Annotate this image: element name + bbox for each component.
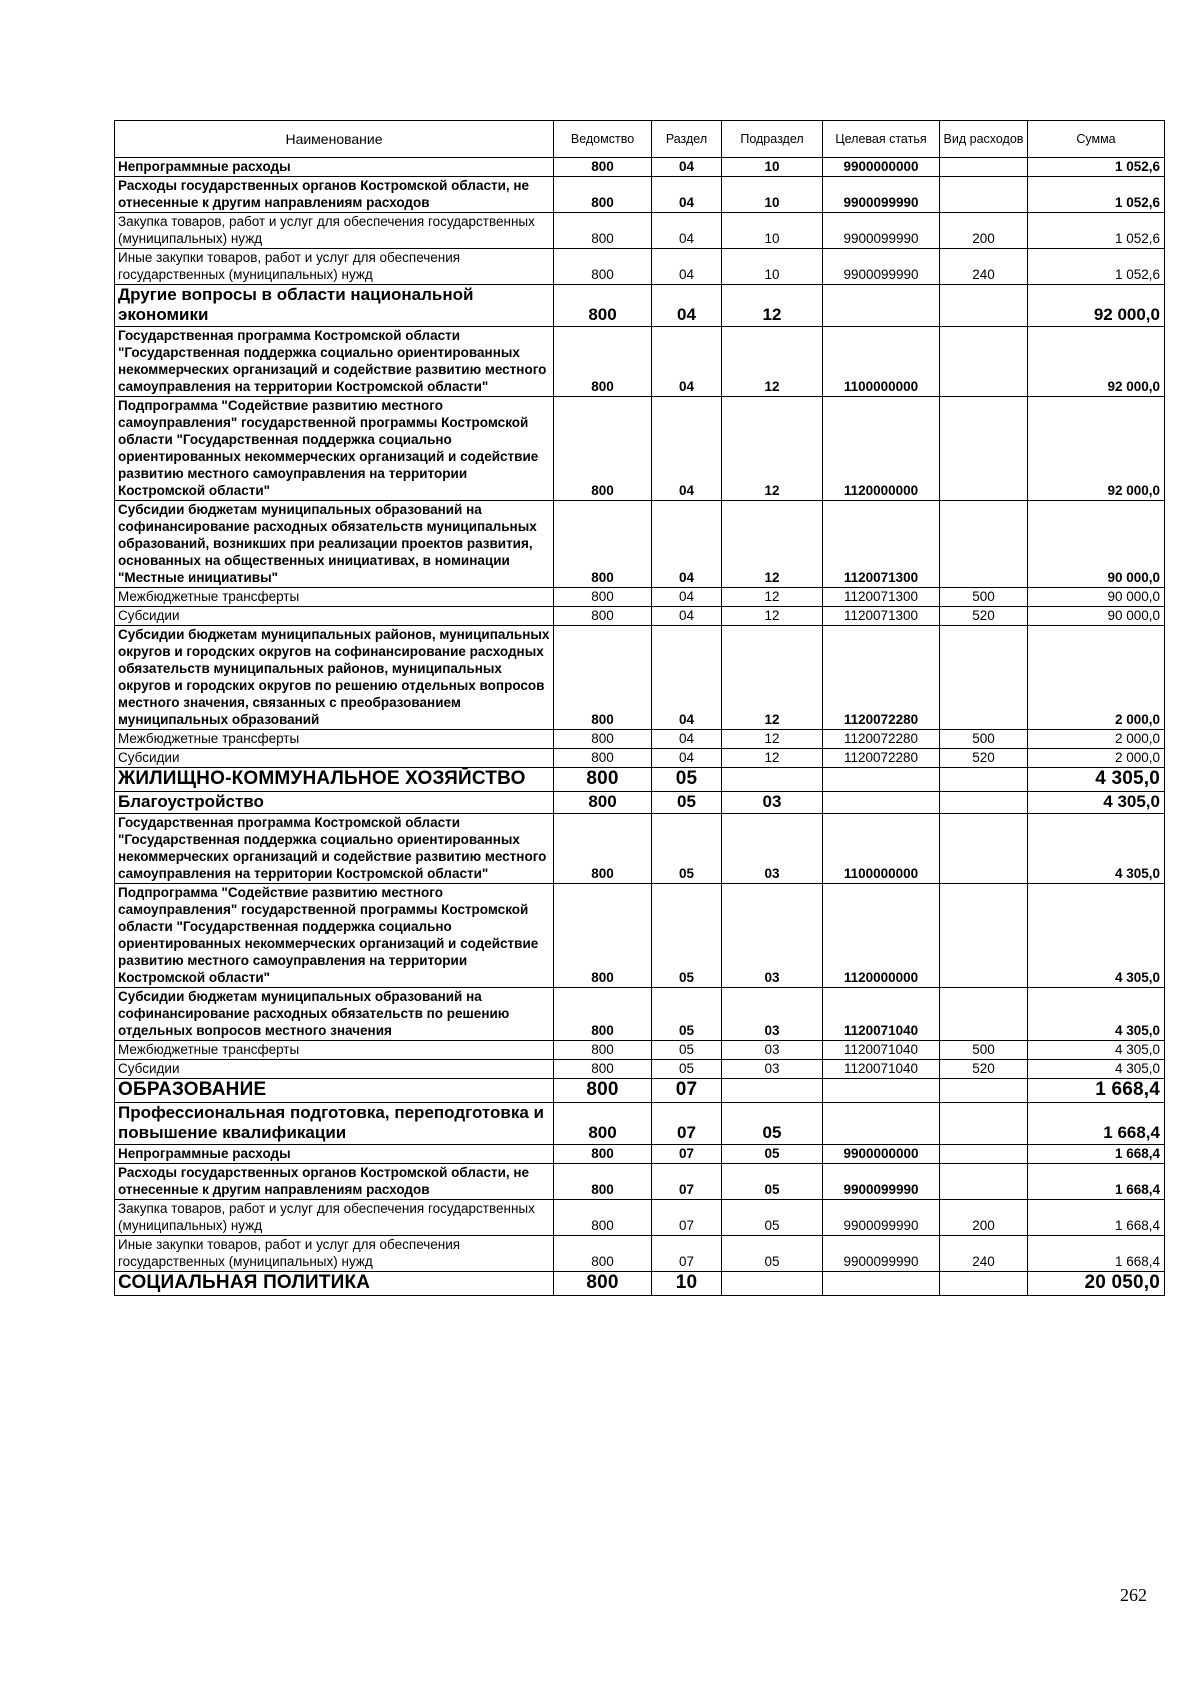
- cell-subsection: 03: [722, 1060, 823, 1079]
- cell-section: 07: [652, 1079, 722, 1103]
- cell-section: 04: [652, 730, 722, 749]
- cell-dept: 800: [554, 749, 652, 768]
- cell-subsection: 05: [722, 1236, 823, 1272]
- table-row: [115, 1103, 1165, 1145]
- cell-name: Субсидии: [115, 1060, 554, 1079]
- table-row: [115, 588, 1165, 607]
- cell-target: [823, 285, 940, 327]
- cell-subsection: 12: [722, 730, 823, 749]
- table-row: [115, 988, 1165, 1041]
- cell-sum: 92 000,0: [1028, 397, 1165, 501]
- cell-exptype: [940, 158, 1028, 177]
- cell-name: Субсидии бюджетам муниципальных районов, муниципальных округов и городских округов на софинансирование расходных обязательств муниципальных районов, муниципальных округов и городских округов по решению отдельных вопросов местного значения, связанных с преобразованием муниципальных образований: [115, 626, 554, 730]
- cell-name: Профессиональная подготовка, переподготовка и повышение квалификации: [115, 1103, 554, 1145]
- cell-section: 04: [652, 213, 722, 249]
- cell-target: 9900099990: [823, 1200, 940, 1236]
- cell-target: 1120000000: [823, 397, 940, 501]
- table-row: [115, 213, 1165, 249]
- cell-dept: 800: [554, 501, 652, 588]
- cell-exptype: [940, 327, 1028, 397]
- cell-name: Подпрограмма "Содействие развитию местного самоуправления" государственной программы Костромской области "Государственная поддержка социально ориентированных некоммерческих организаций и содействие развитию местного самоуправления на территории Костромской области": [115, 884, 554, 988]
- cell-subsection: 12: [722, 327, 823, 397]
- cell-name: Закупка товаров, работ и услуг для обеспечения государственных (муниципальных) нужд: [115, 213, 554, 249]
- cell-dept: 800: [554, 1164, 652, 1200]
- cell-subsection: 12: [722, 501, 823, 588]
- cell-exptype: 520: [940, 749, 1028, 768]
- cell-section: 04: [652, 177, 722, 213]
- cell-sum: 4 305,0: [1028, 988, 1165, 1041]
- cell-section: 05: [652, 814, 722, 884]
- cell-dept: 800: [554, 1236, 652, 1272]
- cell-exptype: 240: [940, 249, 1028, 285]
- cell-target: 1120071040: [823, 1041, 940, 1060]
- cell-sum: 1 668,4: [1028, 1145, 1165, 1164]
- cell-name: Подпрограмма "Содействие развитию местного самоуправления" государственной программы Костромской области "Государственная поддержка социально ориентированных некоммерческих организаций и содействие развитию местного самоуправления на территории Костромской области": [115, 397, 554, 501]
- cell-dept: 800: [554, 768, 652, 792]
- cell-subsection: 12: [722, 397, 823, 501]
- cell-name: Закупка товаров, работ и услуг для обеспечения государственных (муниципальных) нужд: [115, 1200, 554, 1236]
- cell-section: 05: [652, 1060, 722, 1079]
- table-row: [115, 285, 1165, 327]
- cell-dept: 800: [554, 158, 652, 177]
- cell-dept: 800: [554, 213, 652, 249]
- cell-sum: 1 668,4: [1028, 1103, 1165, 1145]
- cell-target: 1120071300: [823, 607, 940, 626]
- cell-target: 1120071040: [823, 988, 940, 1041]
- cell-name: Субсидии бюджетам муниципальных образований на софинансирование расходных обязательств по решению отдельных вопросов местного значения: [115, 988, 554, 1041]
- cell-exptype: [940, 768, 1028, 792]
- cell-name: Иные закупки товаров, работ и услуг для обеспечения государственных (муниципальных) нужд: [115, 249, 554, 285]
- cell-exptype: 520: [940, 607, 1028, 626]
- cell-exptype: [940, 177, 1028, 213]
- cell-target: [823, 768, 940, 792]
- cell-subsection: 12: [722, 285, 823, 327]
- cell-name: Государственная программа Костромской области "Государственная поддержка социально ориентированных некоммерческих организаций и содействие развитию местного самоуправления на территории Костромской области": [115, 814, 554, 884]
- cell-name: Межбюджетные трансферты: [115, 588, 554, 607]
- header-name: Наименование: [115, 121, 554, 158]
- cell-target: [823, 1103, 940, 1145]
- cell-name: Другие вопросы в области национальной экономики: [115, 285, 554, 327]
- cell-sum: 4 305,0: [1028, 1060, 1165, 1079]
- cell-name: Субсидии: [115, 749, 554, 768]
- header-section: Раздел: [652, 121, 722, 158]
- cell-name: ОБРАЗОВАНИЕ: [115, 1079, 554, 1103]
- cell-subsection: 05: [722, 1145, 823, 1164]
- cell-dept: 800: [554, 792, 652, 814]
- cell-sum: 90 000,0: [1028, 588, 1165, 607]
- cell-sum: 92 000,0: [1028, 285, 1165, 327]
- cell-sum: 90 000,0: [1028, 607, 1165, 626]
- table-row: [115, 749, 1165, 768]
- cell-section: 05: [652, 1041, 722, 1060]
- cell-dept: 800: [554, 1060, 652, 1079]
- cell-section: 07: [652, 1145, 722, 1164]
- cell-subsection: 05: [722, 1103, 823, 1145]
- cell-exptype: [940, 1079, 1028, 1103]
- cell-target: 1120072280: [823, 730, 940, 749]
- cell-sum: 4 305,0: [1028, 814, 1165, 884]
- table-row: [115, 768, 1165, 792]
- cell-dept: 800: [554, 607, 652, 626]
- cell-sum: 1 668,4: [1028, 1200, 1165, 1236]
- cell-subsection: 12: [722, 626, 823, 730]
- cell-name: Непрограммные расходы: [115, 158, 554, 177]
- table-body: [115, 158, 1165, 1296]
- cell-dept: 800: [554, 1079, 652, 1103]
- cell-sum: 1 052,6: [1028, 213, 1165, 249]
- cell-sum: 1 052,6: [1028, 249, 1165, 285]
- cell-section: 05: [652, 988, 722, 1041]
- cell-target: 1100000000: [823, 814, 940, 884]
- cell-exptype: [940, 1145, 1028, 1164]
- cell-name: Расходы государственных органов Костромской области, не отнесенные к другим направлениям расходов: [115, 177, 554, 213]
- table-row: [115, 884, 1165, 988]
- cell-sum: 90 000,0: [1028, 501, 1165, 588]
- cell-sum: 1 668,4: [1028, 1079, 1165, 1103]
- cell-exptype: [940, 884, 1028, 988]
- cell-sum: 4 305,0: [1028, 1041, 1165, 1060]
- cell-section: 05: [652, 768, 722, 792]
- table-row: [115, 1041, 1165, 1060]
- cell-section: 04: [652, 285, 722, 327]
- cell-subsection: 10: [722, 213, 823, 249]
- header-dept: Ведомство: [554, 121, 652, 158]
- table-row: [115, 1236, 1165, 1272]
- cell-exptype: 500: [940, 588, 1028, 607]
- table-row: [115, 1200, 1165, 1236]
- cell-exptype: 200: [940, 1200, 1028, 1236]
- cell-exptype: 240: [940, 1236, 1028, 1272]
- cell-exptype: [940, 397, 1028, 501]
- cell-section: 05: [652, 884, 722, 988]
- cell-dept: 800: [554, 730, 652, 749]
- cell-name: Расходы государственных органов Костромской области, не отнесенные к другим направлениям расходов: [115, 1164, 554, 1200]
- cell-subsection: [722, 1079, 823, 1103]
- cell-subsection: 10: [722, 177, 823, 213]
- cell-target: 9900099990: [823, 213, 940, 249]
- cell-sum: 2 000,0: [1028, 730, 1165, 749]
- table-row: [115, 177, 1165, 213]
- header-subsection: Подраздел: [722, 121, 823, 158]
- cell-subsection: 03: [722, 814, 823, 884]
- budget-table: [114, 120, 1165, 1296]
- cell-dept: 800: [554, 814, 652, 884]
- cell-dept: 800: [554, 884, 652, 988]
- cell-subsection: 12: [722, 588, 823, 607]
- table-header-row: [115, 121, 1165, 158]
- cell-name: СОЦИАЛЬНАЯ ПОЛИТИКА: [115, 1272, 554, 1296]
- cell-sum: 1 668,4: [1028, 1236, 1165, 1272]
- cell-target: [823, 792, 940, 814]
- cell-section: 07: [652, 1103, 722, 1145]
- cell-target: 9900000000: [823, 1145, 940, 1164]
- cell-exptype: [940, 814, 1028, 884]
- header-sum: Сумма: [1028, 121, 1165, 158]
- table-row: [115, 249, 1165, 285]
- cell-section: 04: [652, 501, 722, 588]
- table-row: [115, 1272, 1165, 1296]
- table-row: [115, 1145, 1165, 1164]
- cell-target: 1120000000: [823, 884, 940, 988]
- cell-dept: 800: [554, 397, 652, 501]
- cell-sum: 4 305,0: [1028, 792, 1165, 814]
- table-row: [115, 1060, 1165, 1079]
- page-number: 262: [1120, 1585, 1147, 1605]
- cell-exptype: 520: [940, 1060, 1028, 1079]
- cell-dept: 800: [554, 1145, 652, 1164]
- cell-section: 04: [652, 249, 722, 285]
- cell-target: 1120071300: [823, 501, 940, 588]
- cell-exptype: 500: [940, 1041, 1028, 1060]
- cell-subsection: 05: [722, 1200, 823, 1236]
- cell-name: Межбюджетные трансферты: [115, 730, 554, 749]
- table-row: [115, 607, 1165, 626]
- cell-target: 1100000000: [823, 327, 940, 397]
- table-row: [115, 1079, 1165, 1103]
- table-row: [115, 814, 1165, 884]
- cell-exptype: [940, 1164, 1028, 1200]
- cell-dept: 800: [554, 249, 652, 285]
- cell-exptype: [940, 285, 1028, 327]
- cell-sum: 1 668,4: [1028, 1164, 1165, 1200]
- cell-name: Непрограммные расходы: [115, 1145, 554, 1164]
- cell-section: 04: [652, 626, 722, 730]
- cell-target: 9900099990: [823, 249, 940, 285]
- cell-subsection: 03: [722, 988, 823, 1041]
- cell-dept: 800: [554, 1041, 652, 1060]
- cell-name: Субсидии бюджетам муниципальных образований на софинансирование расходных обязательств муниципальных образований, возникших при реализации проектов развития, основанных на общественных инициативах, в номинации "Местные инициативы": [115, 501, 554, 588]
- cell-subsection: [722, 1272, 823, 1296]
- cell-target: [823, 1079, 940, 1103]
- cell-target: 9900000000: [823, 158, 940, 177]
- cell-exptype: [940, 501, 1028, 588]
- cell-sum: 2 000,0: [1028, 749, 1165, 768]
- cell-section: 04: [652, 327, 722, 397]
- cell-section: 07: [652, 1236, 722, 1272]
- cell-subsection: 03: [722, 792, 823, 814]
- cell-name: Благоустройство: [115, 792, 554, 814]
- cell-dept: 800: [554, 1103, 652, 1145]
- cell-exptype: 500: [940, 730, 1028, 749]
- cell-subsection: 12: [722, 749, 823, 768]
- cell-dept: 800: [554, 327, 652, 397]
- cell-subsection: 03: [722, 884, 823, 988]
- cell-exptype: [940, 1272, 1028, 1296]
- cell-dept: 800: [554, 588, 652, 607]
- cell-subsection: 05: [722, 1164, 823, 1200]
- cell-exptype: [940, 1103, 1028, 1145]
- cell-dept: 800: [554, 626, 652, 730]
- cell-name: Государственная программа Костромской области "Государственная поддержка социально ориентированных некоммерческих организаций и содействие развитию местного самоуправления на территории Костромской области": [115, 327, 554, 397]
- table-row: [115, 730, 1165, 749]
- cell-target: 1120072280: [823, 626, 940, 730]
- cell-subsection: 03: [722, 1041, 823, 1060]
- cell-subsection: 10: [722, 249, 823, 285]
- table-row: [115, 158, 1165, 177]
- budget-table-container: [114, 120, 1164, 1296]
- cell-sum: 2 000,0: [1028, 626, 1165, 730]
- table-row: [115, 327, 1165, 397]
- table-row: [115, 501, 1165, 588]
- cell-sum: 1 052,6: [1028, 158, 1165, 177]
- cell-dept: 800: [554, 988, 652, 1041]
- cell-subsection: [722, 768, 823, 792]
- cell-name: Субсидии: [115, 607, 554, 626]
- cell-name: ЖИЛИЩНО-КОММУНАЛЬНОЕ ХОЗЯЙСТВО: [115, 768, 554, 792]
- cell-subsection: 12: [722, 607, 823, 626]
- cell-exptype: 200: [940, 213, 1028, 249]
- cell-section: 04: [652, 607, 722, 626]
- header-target: Целевая статья: [823, 121, 940, 158]
- cell-name: Иные закупки товаров, работ и услуг для обеспечения государственных (муниципальных) нужд: [115, 1236, 554, 1272]
- table-row: [115, 1164, 1165, 1200]
- cell-section: 05: [652, 792, 722, 814]
- cell-dept: 800: [554, 177, 652, 213]
- cell-sum: 4 305,0: [1028, 768, 1165, 792]
- cell-target: [823, 1272, 940, 1296]
- cell-sum: 1 052,6: [1028, 177, 1165, 213]
- cell-sum: 20 050,0: [1028, 1272, 1165, 1296]
- cell-name: Межбюджетные трансферты: [115, 1041, 554, 1060]
- cell-section: 04: [652, 158, 722, 177]
- cell-target: 1120072280: [823, 749, 940, 768]
- cell-target: 9900099990: [823, 1236, 940, 1272]
- cell-target: 9900099990: [823, 177, 940, 213]
- cell-target: 9900099990: [823, 1164, 940, 1200]
- cell-exptype: [940, 626, 1028, 730]
- header-exptype: Вид расходов: [940, 121, 1028, 158]
- cell-exptype: [940, 988, 1028, 1041]
- cell-section: 10: [652, 1272, 722, 1296]
- cell-section: 04: [652, 749, 722, 768]
- table-row: [115, 792, 1165, 814]
- cell-target: 1120071300: [823, 588, 940, 607]
- cell-dept: 800: [554, 1272, 652, 1296]
- cell-subsection: 10: [722, 158, 823, 177]
- cell-target: 1120071040: [823, 1060, 940, 1079]
- cell-exptype: [940, 792, 1028, 814]
- cell-section: 04: [652, 397, 722, 501]
- table-row: [115, 626, 1165, 730]
- cell-sum: 4 305,0: [1028, 884, 1165, 988]
- cell-dept: 800: [554, 285, 652, 327]
- cell-section: 04: [652, 588, 722, 607]
- cell-dept: 800: [554, 1200, 652, 1236]
- cell-section: 07: [652, 1164, 722, 1200]
- cell-sum: 92 000,0: [1028, 327, 1165, 397]
- table-row: [115, 397, 1165, 501]
- cell-section: 07: [652, 1200, 722, 1236]
